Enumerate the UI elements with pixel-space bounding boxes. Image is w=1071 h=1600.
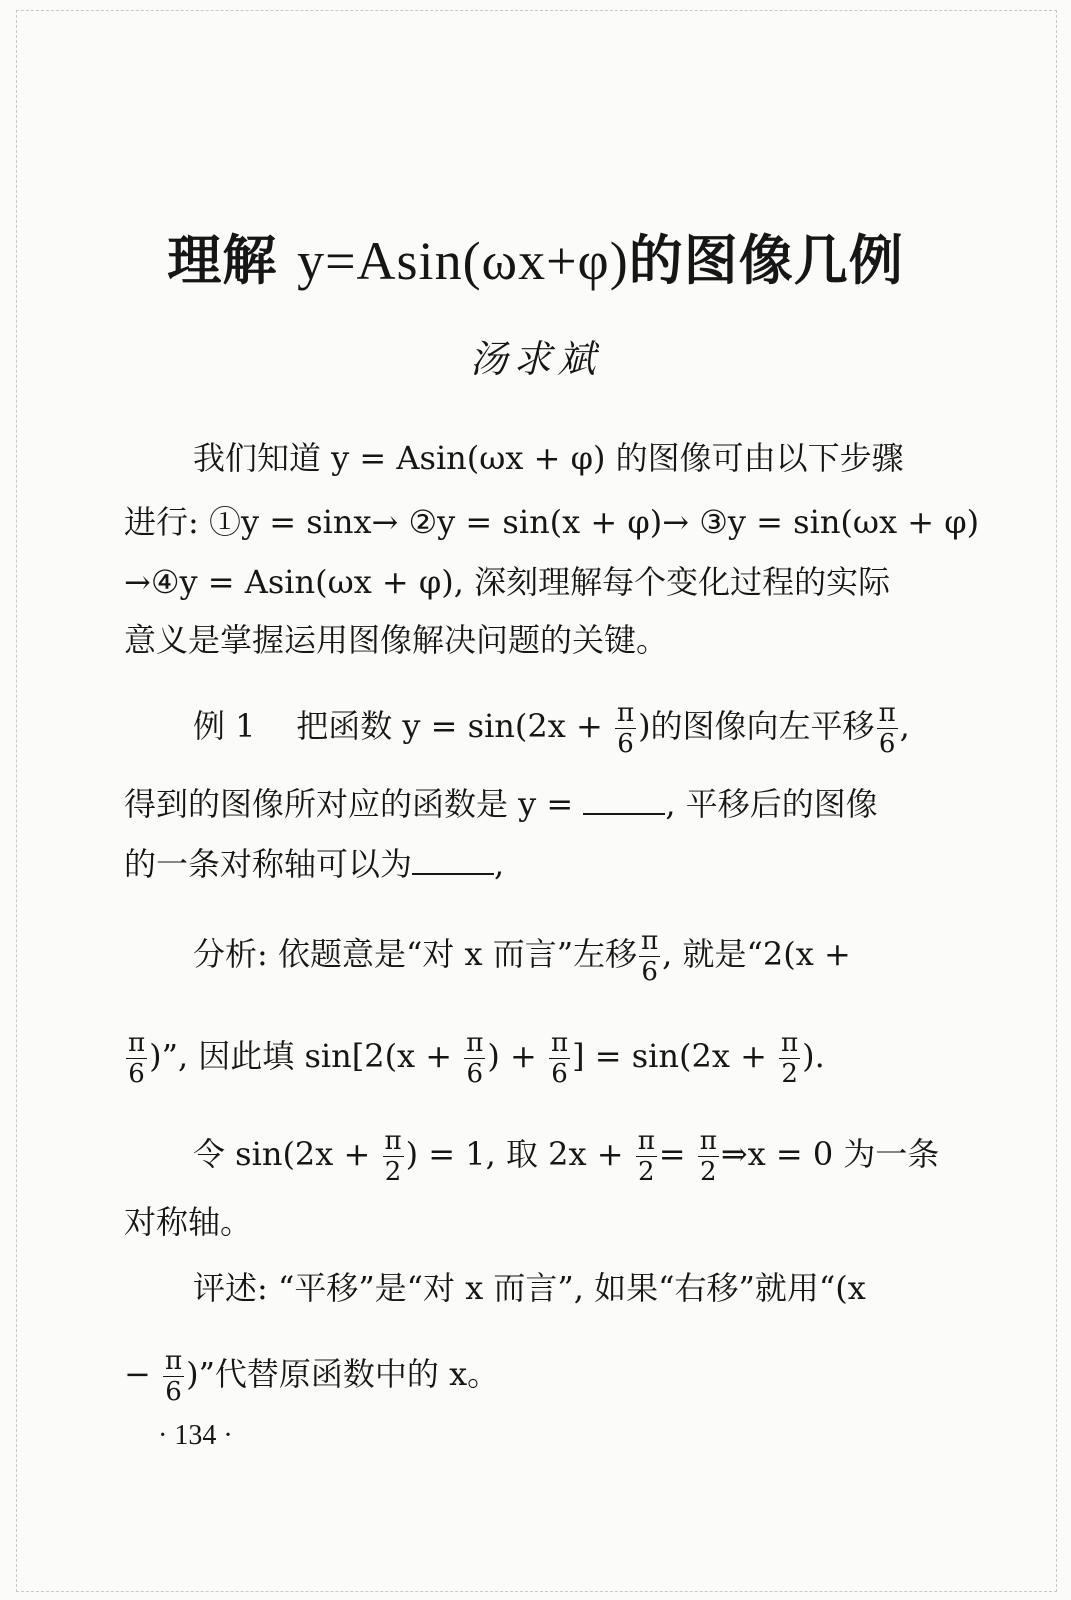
fraction-pi-over-6: $\frac{\pi}{6}$ [128,1028,146,1089]
analysis-text-j: ⇒x = 0 为一条 [720,1135,940,1173]
example1-text-e: , 平移后的图像 [665,785,878,823]
example1-line-1 [193,700,910,757]
title-suffix: 的图像几例 [628,228,904,292]
fraction-pi-over-2: $\frac{\pi}{2}$ [384,1126,402,1187]
author-name: 汤求斌 [469,337,602,381]
fraction-pi-over-2: $\frac{\pi}{2}$ [637,1126,655,1187]
analysis-text-i: = [658,1135,686,1173]
example1-text-b: )的图像向左平移 [638,707,875,745]
analysis-text-a: 分析: 依题意是“对 x 而言”左移 [193,935,638,973]
example1-text-f: 的一条对称轴可以为 [124,845,413,883]
fraction-pi-over-6: $\frac{\pi}{6}$ [616,698,635,759]
example1-text-g: , [494,845,505,883]
analysis-line-1 [193,928,851,985]
article-title [0,218,1071,295]
analysis-text-d: ) + [487,1037,537,1075]
example1-line-2 [124,785,878,823]
fraction-pi-over-6: $\frac{\pi}{6}$ [551,1028,569,1089]
analysis-text-h: ) = 1, 取 2x + [405,1135,624,1173]
fraction-pi-over-6: $\frac{\pi}{6}$ [878,698,896,759]
answer-blank [583,791,665,815]
example1-label: 例 1 [193,707,256,745]
answer-blank [412,851,494,875]
title-formula: y=Asin(ωx+φ) [297,231,629,291]
analysis-text-g: 令 sin(2x + [193,1135,371,1173]
page-number: · 134 · [158,1420,233,1451]
fraction-pi-over-6: $\frac{\pi}{6}$ [164,1346,183,1407]
comment-text-b: )”代替原函数中的 x。 [186,1355,500,1393]
analysis-text-e: ] = sin(2x + [572,1037,767,1075]
comment-text-a: − [124,1355,151,1393]
fraction-pi-over-6: $\frac{\pi}{6}$ [466,1028,484,1089]
intro-line-1: 我们知道 y = Asin(ωx + φ) 的图像可由以下步骤 [193,439,904,477]
analysis-text-c: )”, 因此填 sin[2(x + [149,1037,453,1075]
example1-text-c: , [899,707,910,745]
example1-line-3 [124,845,505,883]
example1-text-a: 把函数 y = sin(2x + [296,707,603,745]
intro-line-4: 意义是掌握运用图像解决问题的关键。 [124,621,669,659]
intro-line-3: →④y = Asin(ωx + φ), 深刻理解每个变化过程的实际 [124,563,891,601]
analysis-text-b: , 就是“2(x + [662,935,851,973]
comment-line-1: 评述: “平移”是“对 x 而言”, 如果“右移”就用“(x [193,1269,866,1307]
fraction-pi-over-2: $\frac{\pi}{2}$ [699,1126,717,1187]
title-prefix: 理解 [167,228,298,292]
analysis-text-f: ). [802,1037,825,1075]
analysis-line-2 [124,1030,825,1087]
example1-text-d: 得到的图像所对应的函数是 y = [124,785,574,823]
analysis-line-3 [193,1128,939,1185]
comment-line-2 [124,1348,499,1405]
fraction-pi-over-2: $\frac{\pi}{2}$ [781,1028,799,1089]
intro-line-2: 进行: ①y = sinx→ ②y = sin(x + φ)→ ③y = sin(ωx + φ) [124,503,980,541]
fraction-pi-over-6: $\frac{\pi}{6}$ [641,926,659,987]
analysis-line-4: 对称轴。 [124,1203,253,1241]
